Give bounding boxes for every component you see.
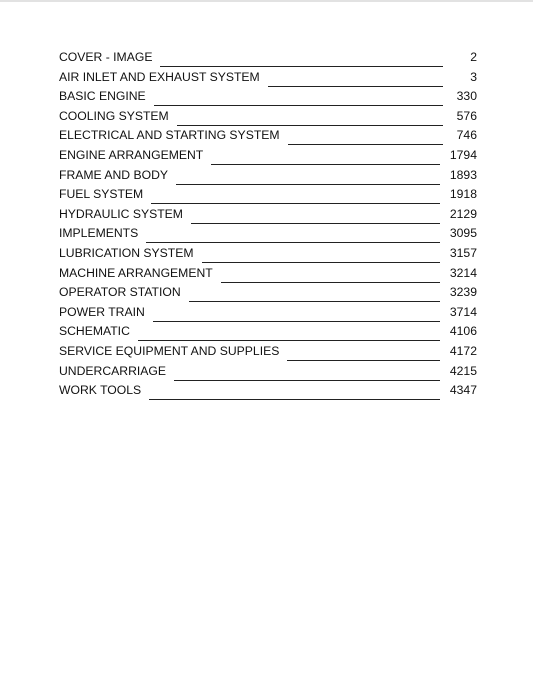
toc-entry-title[interactable]: MACHINE ARRANGEMENT xyxy=(59,265,213,280)
toc-entry-page-number[interactable]: 4172 xyxy=(449,343,477,358)
toc-entry-leader-line xyxy=(149,382,440,400)
toc-entry-leader-line xyxy=(221,265,440,283)
toc-entry[interactable] xyxy=(59,69,477,89)
toc-entry-leader-line xyxy=(153,304,440,322)
toc-entry[interactable] xyxy=(59,186,477,206)
toc-entry[interactable] xyxy=(59,147,477,167)
toc-entry-leader-line xyxy=(138,323,440,341)
toc-entry[interactable] xyxy=(59,304,477,324)
toc-entry-page-number[interactable]: 576 xyxy=(456,108,477,123)
toc-entry-leader-line xyxy=(154,88,443,106)
toc-entry-title[interactable]: COOLING SYSTEM xyxy=(59,108,169,123)
toc-entry-title[interactable]: ELECTRICAL AND STARTING SYSTEM xyxy=(59,128,280,143)
toc-entry-page-number[interactable]: 4215 xyxy=(449,363,477,378)
toc-entry-leader-line xyxy=(211,147,440,165)
toc-entry-title[interactable]: FRAME AND BODY xyxy=(59,167,169,182)
table-of-contents xyxy=(59,49,477,402)
toc-entry[interactable] xyxy=(59,245,477,265)
toc-entry-leader-line xyxy=(287,343,440,361)
toc-entry[interactable] xyxy=(59,382,477,402)
toc-entry-page-number[interactable]: 3157 xyxy=(449,245,477,260)
toc-entry-page-number[interactable]: 1893 xyxy=(449,167,477,182)
toc-entry[interactable] xyxy=(59,323,477,343)
toc-entry-title[interactable]: COVER - IMAGE xyxy=(59,50,153,64)
toc-entry[interactable] xyxy=(59,284,477,304)
toc-entry-leader-line xyxy=(177,108,443,126)
toc-entry-page-number[interactable]: 330 xyxy=(456,89,477,104)
toc-entry-title[interactable]: UNDERCARRIAGE xyxy=(59,363,166,378)
toc-entry-leader-line xyxy=(146,225,440,243)
toc-entry[interactable] xyxy=(59,127,477,147)
toc-entry-leader-line xyxy=(202,245,440,263)
toc-entry-title[interactable]: FUEL SYSTEM xyxy=(59,187,144,202)
toc-entry-title[interactable]: WORK TOOLS xyxy=(59,383,142,398)
toc-entry-leader-line xyxy=(160,49,443,67)
page-top-divider xyxy=(0,0,533,2)
toc-entry-page-number[interactable]: 3214 xyxy=(449,265,477,280)
toc-entry[interactable] xyxy=(59,363,477,383)
toc-entry-title[interactable]: AIR INLET AND EXHAUST SYSTEM xyxy=(59,69,260,84)
toc-entry-title[interactable]: SERVICE EQUIPMENT AND SUPPLIES xyxy=(59,343,280,358)
toc-entry-page-number[interactable]: 4106 xyxy=(449,324,477,339)
toc-entry-page-number[interactable]: 1794 xyxy=(449,147,477,162)
toc-entry-leader-line xyxy=(288,127,443,145)
toc-entry-title[interactable]: IMPLEMENTS xyxy=(59,226,139,241)
toc-entry-leader-line xyxy=(189,284,440,302)
toc-entry-title[interactable]: POWER TRAIN xyxy=(59,304,145,319)
toc-entry-leader-line xyxy=(268,69,443,87)
toc-entry-page-number[interactable]: 1918 xyxy=(449,187,477,202)
toc-entry-title[interactable]: LUBRICATION SYSTEM xyxy=(59,245,194,260)
toc-entry-leader-line xyxy=(176,167,440,185)
toc-entry-leader-line xyxy=(191,206,440,224)
toc-entry-page-number[interactable]: 3714 xyxy=(449,304,477,319)
toc-entry[interactable] xyxy=(59,167,477,187)
toc-entry[interactable] xyxy=(59,88,477,108)
toc-entry[interactable] xyxy=(59,225,477,245)
toc-entry-leader-line xyxy=(151,186,440,204)
toc-entry-page-number[interactable]: 3095 xyxy=(449,226,477,241)
toc-entry-page-number[interactable]: 3239 xyxy=(449,285,477,300)
toc-entry-page-number[interactable]: 4347 xyxy=(449,383,477,398)
toc-entry[interactable] xyxy=(59,265,477,285)
toc-entry-page-number[interactable]: 746 xyxy=(456,128,477,143)
toc-entry[interactable] xyxy=(59,108,477,128)
toc-entry-page-number[interactable]: 3 xyxy=(470,69,477,84)
toc-entry[interactable] xyxy=(59,206,477,226)
toc-entry[interactable] xyxy=(59,49,477,69)
toc-entry-page-number[interactable]: 2129 xyxy=(449,206,477,221)
toc-entry-leader-line xyxy=(174,363,440,381)
toc-entry[interactable] xyxy=(59,343,477,363)
toc-entry-title[interactable]: OPERATOR STATION xyxy=(59,285,181,300)
toc-entry-title[interactable]: ENGINE ARRANGEMENT xyxy=(59,147,204,162)
toc-entry-title[interactable]: SCHEMATIC xyxy=(59,324,130,339)
toc-entry-title[interactable]: BASIC ENGINE xyxy=(59,89,146,104)
toc-entry-page-number[interactable]: 2 xyxy=(470,50,477,64)
toc-entry-title[interactable]: HYDRAULIC SYSTEM xyxy=(59,206,183,221)
